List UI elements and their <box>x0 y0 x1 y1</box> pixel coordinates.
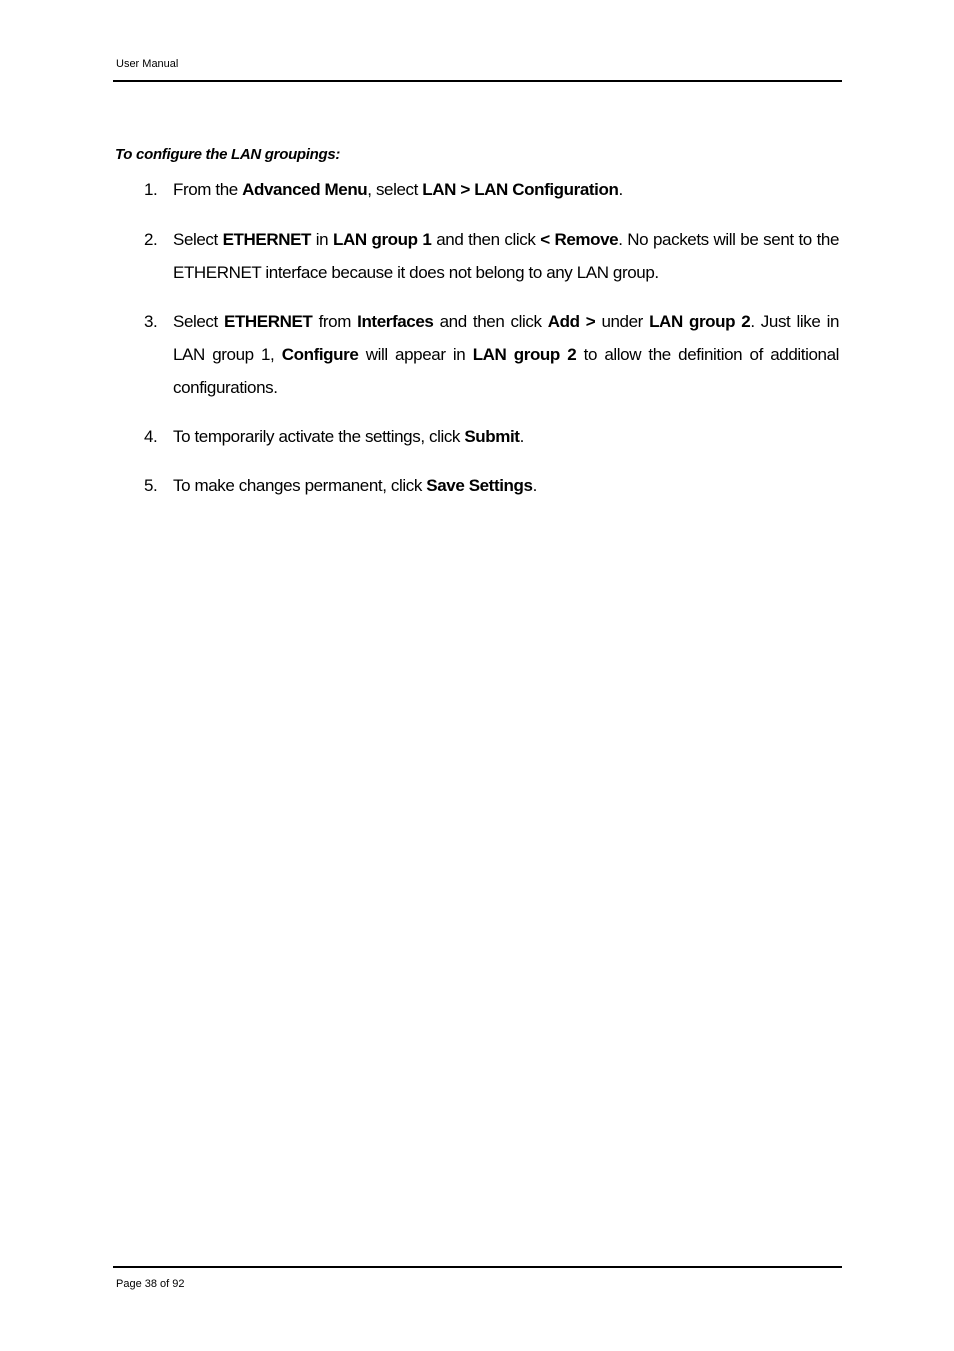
step-2 <box>144 223 840 289</box>
text-run: . No packets will be sent to the ETHERNET interface because it does not belong to any LAN group. <box>173 230 840 282</box>
step-1 <box>144 173 839 206</box>
bold-term: Submit <box>464 427 520 446</box>
step-number: 2. <box>144 230 158 249</box>
step-4 <box>144 420 839 453</box>
text-run: and then click <box>433 312 548 331</box>
step-text <box>173 312 839 397</box>
text-run: . <box>519 427 524 446</box>
bold-term: Save Settings <box>426 476 533 495</box>
bold-term: LAN group 1 <box>332 230 432 249</box>
text-run: From the <box>173 180 243 199</box>
step-number: 1. <box>144 180 158 199</box>
step-3 <box>144 305 840 404</box>
text-run: to allow the definition of additional configurations. <box>173 345 840 397</box>
text-run: To temporarily activate the settings, click <box>173 427 465 446</box>
text-run: and then click <box>431 230 541 249</box>
bold-term: ETHERNET <box>222 230 312 249</box>
bold-term: Add > <box>547 312 596 331</box>
step-5 <box>144 469 839 502</box>
bold-term: LAN > LAN Configuration <box>422 180 619 199</box>
step-text <box>173 230 839 282</box>
step-text <box>173 180 623 199</box>
text-run: Select <box>173 230 223 249</box>
text-run: Select <box>173 312 224 331</box>
bold-term: < Remove <box>540 230 619 249</box>
text-run: from <box>312 312 358 331</box>
section-heading: To configure the LAN groupings: <box>115 146 341 163</box>
bold-term: LAN group 2 <box>472 345 577 364</box>
bold-term: LAN group 2 <box>649 312 751 331</box>
text-run: under <box>595 312 650 331</box>
text-run: . <box>532 476 537 495</box>
text-run: , select <box>367 180 423 199</box>
footer-rule <box>113 1266 842 1268</box>
step-text <box>173 476 537 495</box>
header-rule <box>113 80 842 82</box>
text-run: in <box>311 230 333 249</box>
page-number: Page 38 of 92 <box>116 1278 185 1290</box>
bold-term: Interfaces <box>357 312 434 331</box>
step-number: 4. <box>144 427 158 446</box>
text-run: will appear in <box>358 345 473 364</box>
step-text <box>173 427 524 446</box>
text-run: To make changes permanent, click <box>173 476 427 495</box>
header-title: User Manual <box>116 58 179 70</box>
text-run: . Just like in LAN group 1, <box>173 312 840 364</box>
text-run: . <box>618 180 623 199</box>
bold-term: ETHERNET <box>224 312 313 331</box>
bold-term: Configure <box>281 345 359 364</box>
step-number: 5. <box>144 476 158 495</box>
step-number: 3. <box>144 312 158 331</box>
bold-term: Advanced Menu <box>242 180 368 199</box>
